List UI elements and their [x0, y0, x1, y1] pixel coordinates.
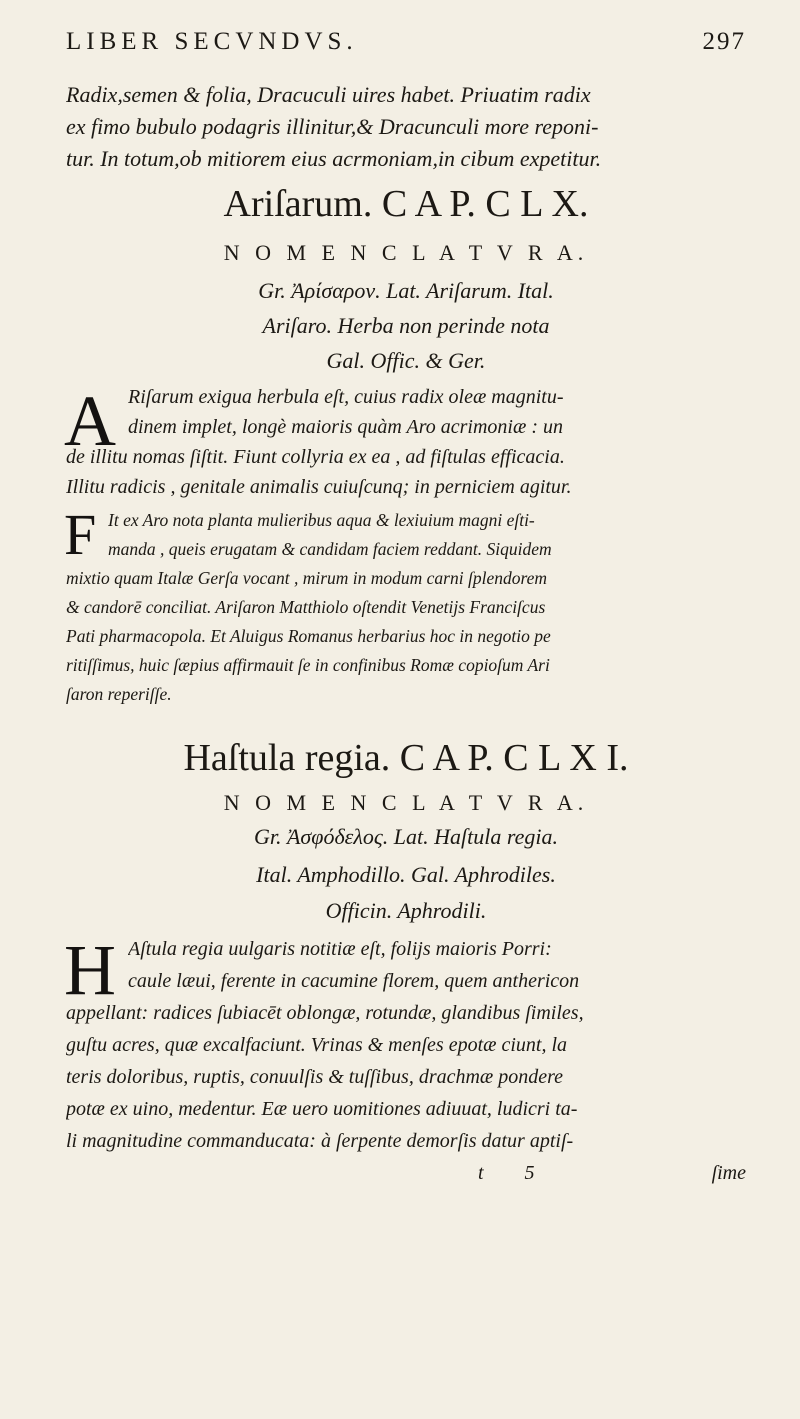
nomenclature-line: Ariſaro. Herba non perinde nota — [262, 313, 550, 338]
text-line: tur. In totum,ob mitiorem eius acrmoniam,in cibum expetitur. — [66, 146, 602, 171]
chapter-heading: Haſtula regia. C A P. C L X I. — [183, 737, 629, 779]
text-line: Illitu radicis , genitale animalis cuiuſcunq; in perniciem agitur. — [66, 476, 572, 498]
text-line: Radix,semen & folia, Dracuculi uires habet. Priuatim radix — [66, 82, 591, 107]
signature-mark: t 5 — [478, 1162, 553, 1184]
text-line: li magnitudine commanducata: à ſerpente demorſis datur aptiſ- — [66, 1130, 574, 1152]
drop-capital: H — [64, 930, 116, 1010]
note-line: & candorē conciliat. Ariſaron Matthiolo oſtendit Venetijs Franciſcus — [66, 597, 546, 617]
text-line: Aſtula regia uulgaris notitiæ eſt, folijs maioris Porri: — [128, 938, 552, 960]
note-line: manda , queis erugatam & candidam faciem reddant. Siquidem — [108, 539, 552, 559]
drop-capital: A — [64, 381, 116, 461]
text-line: appellant: radices ſubiacēt oblongæ, rotundæ, glandibus ſimiles, — [66, 1002, 584, 1024]
nomenclature-line: Ital. Amphodillo. Gal. Aphrodiles. — [256, 862, 556, 887]
text-line: caule læui, ferente in cacumine florem, quem anthericon — [128, 970, 580, 992]
note-line: mixtio quam Italæ Gerſa vocant , mirum in modum carni ſplendorem — [66, 568, 548, 588]
page-number: 297 — [702, 28, 746, 55]
nomenclatura-heading: N O M E N C L A T V R A. — [223, 240, 589, 265]
nomenclature-line: Gr. Ἀρίσαρον. Lat. Ariſarum. Ital. — [258, 278, 554, 303]
text-line: Riſarum exigua herbula eſt, cuius radix oleæ magnitu- — [128, 386, 564, 408]
drop-capital: F — [64, 502, 97, 567]
nomenclature-line: Officin. Aphrodili. — [325, 898, 487, 923]
note-line: Pati pharmacopola. Et Aluigus Romanus herbarius hoc in negotio pe — [66, 626, 551, 646]
chapter-heading: Ariſarum. C A P. C L X. — [223, 183, 589, 225]
nomenclatura-heading: N O M E N C L A T V R A. — [223, 790, 589, 815]
text-line: guſtu acres, quæ excalfaciunt. Vrinas & menſes epotæ ciunt, la — [66, 1034, 568, 1056]
text-line: dinem implet, longè maioris quàm Aro acrimoniæ : un — [128, 416, 563, 438]
running-head-title: LIBER SECVNDVS. — [66, 28, 358, 55]
text-line: de illitu nomas ſiſtit. Fiunt collyria ex ea , ad fiſtulas efficacia. — [66, 446, 565, 468]
note-line: It ex Aro nota planta mulieribus aqua & lexiuium magni eſti- — [108, 510, 535, 530]
text-line: potæ ex uino, medentur. Eæ uero uomitiones adiuuat, ludicri ta- — [66, 1098, 578, 1120]
running-head — [66, 28, 746, 56]
text-line: ex fimo bubulo podagris illinitur,& Dracunculi more reponi- — [66, 114, 599, 139]
catchword: ſime — [711, 1162, 746, 1184]
nomenclature-line: Gr. Ἀσφόδελος. Lat. Haſtula regia. — [253, 824, 558, 849]
note-line: ſaron reperiſſe. — [66, 684, 172, 704]
nomenclature-line: Gal. Offic. & Ger. — [326, 348, 486, 373]
note-line: ritiſſimus, huic ſæpius affirmauit ſe in confinibus Romæ copioſum Ari — [66, 655, 550, 675]
text-line: teris doloribus, ruptis, conuulſis & tuſſibus, drachmæ pondere — [66, 1066, 564, 1088]
